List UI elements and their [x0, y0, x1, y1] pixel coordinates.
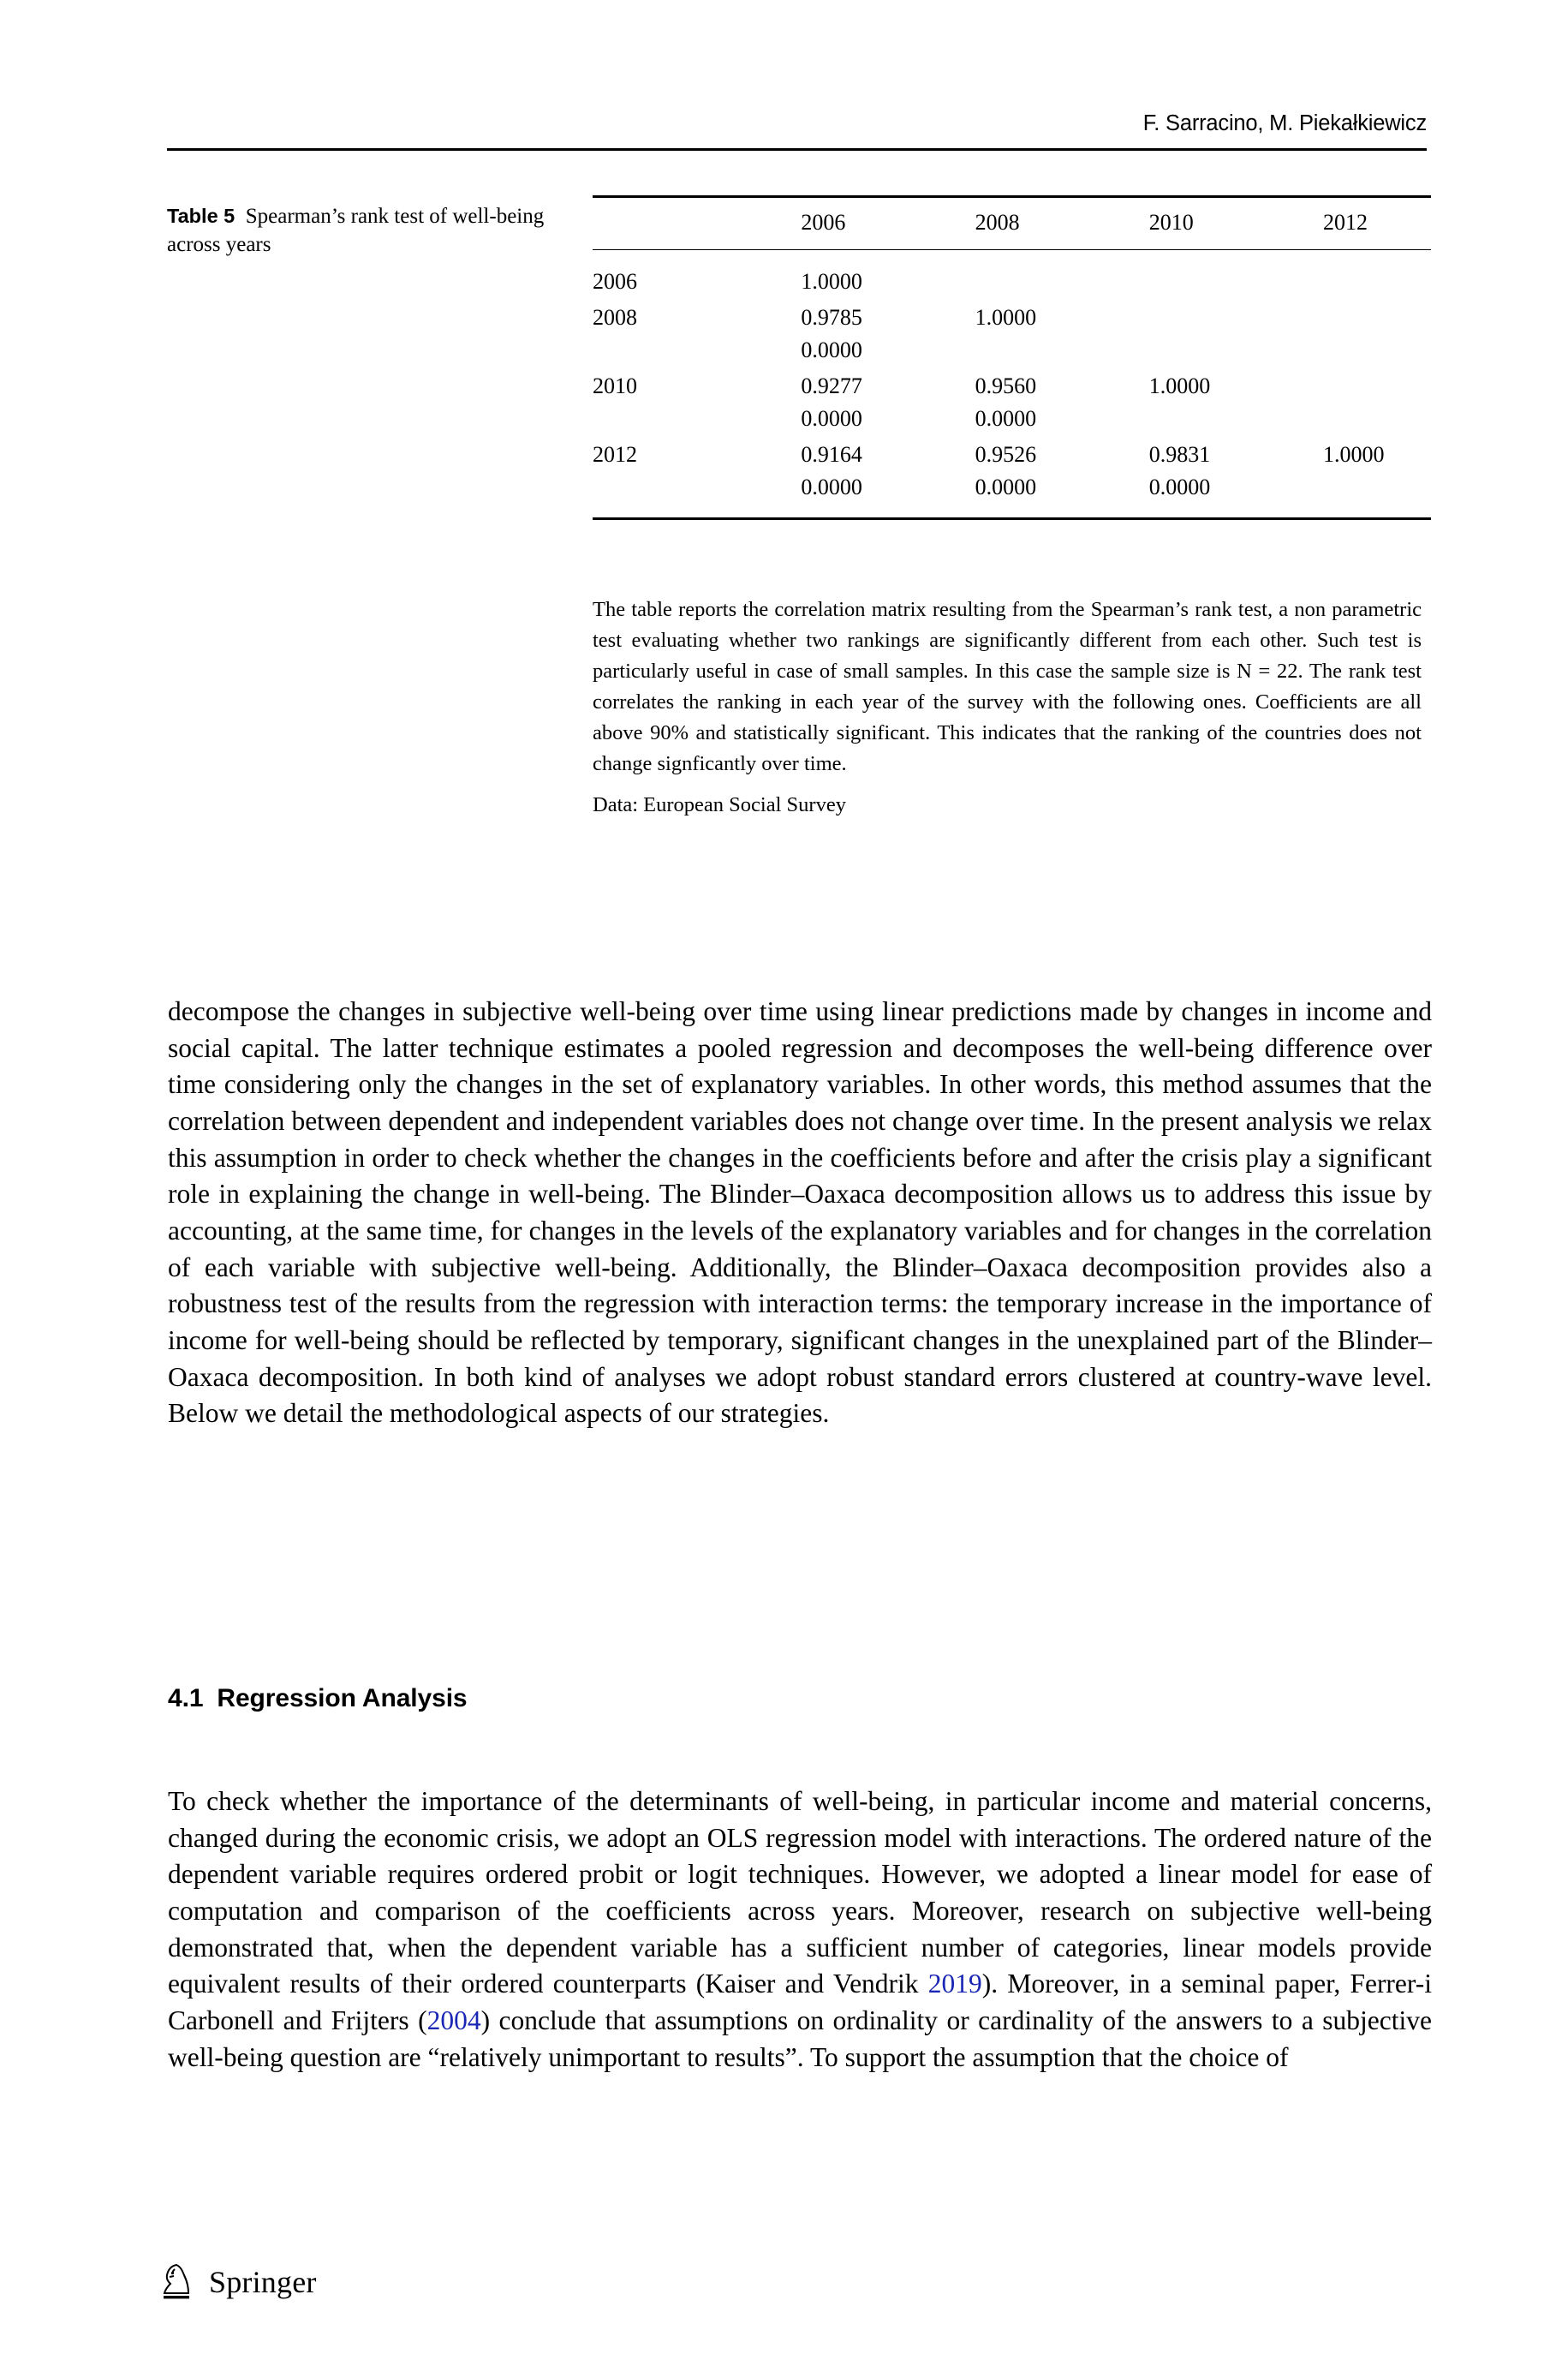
table-row	[593, 368, 1431, 404]
cell-2008-2010	[1083, 300, 1257, 336]
table-label: Table 5	[167, 205, 235, 227]
publisher-name: Springer	[209, 2265, 317, 2299]
table-caption-text: Spearman’s rank test of well-being across years	[167, 205, 545, 256]
cell-2012-2012: 1.0000	[1323, 442, 1385, 467]
pvalue-2008-2012	[1257, 336, 1431, 368]
cell-2006-2012	[1257, 250, 1431, 301]
row-stub-empty	[593, 336, 735, 368]
row-stub-2010: 2010	[593, 373, 637, 398]
column-header-2008: 2008	[909, 197, 1082, 250]
cell-2012-2010: 0.9831	[1148, 442, 1211, 467]
pvalue-2012-2006: 0.0000	[735, 473, 909, 519]
table-row	[593, 250, 1431, 301]
cell-2006-2008	[909, 250, 1082, 301]
spearman-rank-table	[593, 195, 1431, 520]
section-number: 4.1	[168, 1684, 204, 1712]
column-header-stub	[593, 197, 735, 250]
table-row	[593, 437, 1431, 473]
cell-2008-2006: 0.9785	[801, 305, 862, 330]
section-title: Regression Analysis	[217, 1684, 468, 1712]
pvalue-2012-2012	[1257, 473, 1431, 519]
cell-2008-2008: 1.0000	[975, 305, 1037, 330]
table-notes	[593, 594, 1422, 821]
pvalue-2010-2012	[1257, 404, 1431, 437]
table-caption	[167, 202, 561, 259]
cell-2010-2006: 0.9277	[801, 373, 862, 398]
pvalue-2010-2008: 0.0000	[975, 406, 1037, 431]
cell-2006-2010	[1083, 250, 1257, 301]
table-row-pvalues	[593, 336, 1431, 368]
pvalue-2008-2010	[1083, 336, 1257, 368]
cell-2006-2006: 1.0000	[801, 269, 862, 294]
row-stub-empty	[593, 404, 735, 437]
pvalue-2012-2008: 0.0000	[909, 473, 1082, 519]
table-row-pvalues	[593, 473, 1431, 519]
cell-2012-2008: 0.9526	[975, 442, 1037, 467]
row-stub-empty	[593, 473, 735, 519]
table-header-row	[593, 197, 1431, 250]
column-header-2006: 2006	[735, 197, 909, 250]
table-row-pvalues	[593, 404, 1431, 437]
paragraph-text-part-2: ). Moreover, in a seminal paper, Ferrer-i Carbonell and Frijters (	[168, 1969, 1433, 2036]
cell-2010-2008: 0.9560	[975, 373, 1037, 398]
citation-link-kaiser-vendrik[interactable]: 2019	[927, 1969, 982, 1999]
pvalue-2008-2006: 0.0000	[801, 338, 862, 362]
running-head-authors: F. Sarracino, M. Piekałkiewicz	[1142, 111, 1427, 135]
body-column-top	[168, 994, 1432, 1432]
running-head	[167, 111, 1427, 151]
cell-2008-2012	[1257, 300, 1431, 336]
paragraph-text-part-3: ) conclude that assumptions on ordinality or cardinality of the answers to a subjective well-being question are “relatively unimportant to results”. To support the assumption that the choice of	[168, 2005, 1432, 2072]
pvalue-2010-2006: 0.0000	[801, 406, 862, 431]
citation-link-ferrer-i-carbonell-frijters[interactable]: 2004	[426, 2005, 481, 2036]
section-heading-4-1	[168, 1684, 468, 1713]
pvalue-2008-2008	[909, 336, 1082, 368]
publisher-footer	[159, 2261, 317, 2303]
pvalue-2012-2010: 0.0000	[1083, 473, 1257, 519]
header-rule	[167, 148, 1427, 151]
row-stub-2012: 2012	[593, 442, 637, 467]
column-header-2010: 2010	[1083, 197, 1257, 250]
cell-2012-2006: 0.9164	[801, 442, 862, 467]
column-header-2012: 2012	[1257, 197, 1431, 250]
body-column-bottom	[168, 1784, 1432, 2076]
paragraph-decomposition: decompose the changes in subjective well-being over time using linear predictions made by changes in income and social capital. The latter technique estimates a pooled regression and decomposes the well-being difference over time considering only the changes in the set of explanatory variables. In other words, this method assumes that the correlation between dependent and independent variables does not change over time. In the present analysis we relax this assumption in order to check whether the changes in the coefficients before and after the crisis play a significant role in explaining the change in well-being. The Blinder–Oaxaca decomposition allows us to address this issue by accounting, at the same time, for changes in the levels of the explanatory variables and for changes in the correlation of each variable with subjective well-being. Additionally, the Blinder–Oaxaca decomposition provides also a robustness test of the results from the regression with interaction terms: the temporary increase in the importance of income for well-being should be reflected by temporary, significant changes in the unexplained part of the Blinder–Oaxaca decomposition. In both kind of analyses we adopt robust standard errors clustered at country-wave level. Below we detail the methodological aspects of our strategies.	[168, 996, 1432, 1429]
table-note-data-source: Data: European Social Survey	[593, 793, 846, 816]
paragraph-text-part-1: To check whether the importance of the determinants of well-being, in particular income and material concerns, changed during the economic crisis, we adopt an OLS regression model with interactions. The ordered nature of the dependent variable requires ordered probit or logit techniques. However, we adopted a linear model for ease of computation and comparison of the coefficients across years. Moreover, research on subjective well-being demonstrated that, when the dependent variable has a sufficient number of categories, linear models provide equivalent results of their ordered counterparts (Kaiser and Vendrik	[168, 1786, 1432, 1999]
springer-knight-logo-icon	[159, 2261, 197, 2303]
row-stub-2006: 2006	[593, 269, 637, 294]
table-row	[593, 300, 1431, 336]
cell-2010-2010: 1.0000	[1148, 373, 1211, 398]
table-note-description: The table reports the correlation matrix resulting from the Spearman’s rank test, a non parametric test evaluating whether two rankings are significantly different from each other. Such test is particularly useful in case of small samples. In this case the sample size is N = 22. The rank test correlates the ranking in each year of the survey with the following ones. Coefficients are all above 90% and statistically significant. This indicates that the ranking of the countries does not change signficantly over time.	[593, 598, 1422, 775]
paragraph-regression-analysis	[168, 1784, 1432, 2076]
row-stub-2008: 2008	[593, 305, 637, 330]
cell-2010-2012	[1257, 368, 1431, 404]
pvalue-2010-2010	[1083, 404, 1257, 437]
spearman-table-wrap	[593, 195, 1431, 520]
